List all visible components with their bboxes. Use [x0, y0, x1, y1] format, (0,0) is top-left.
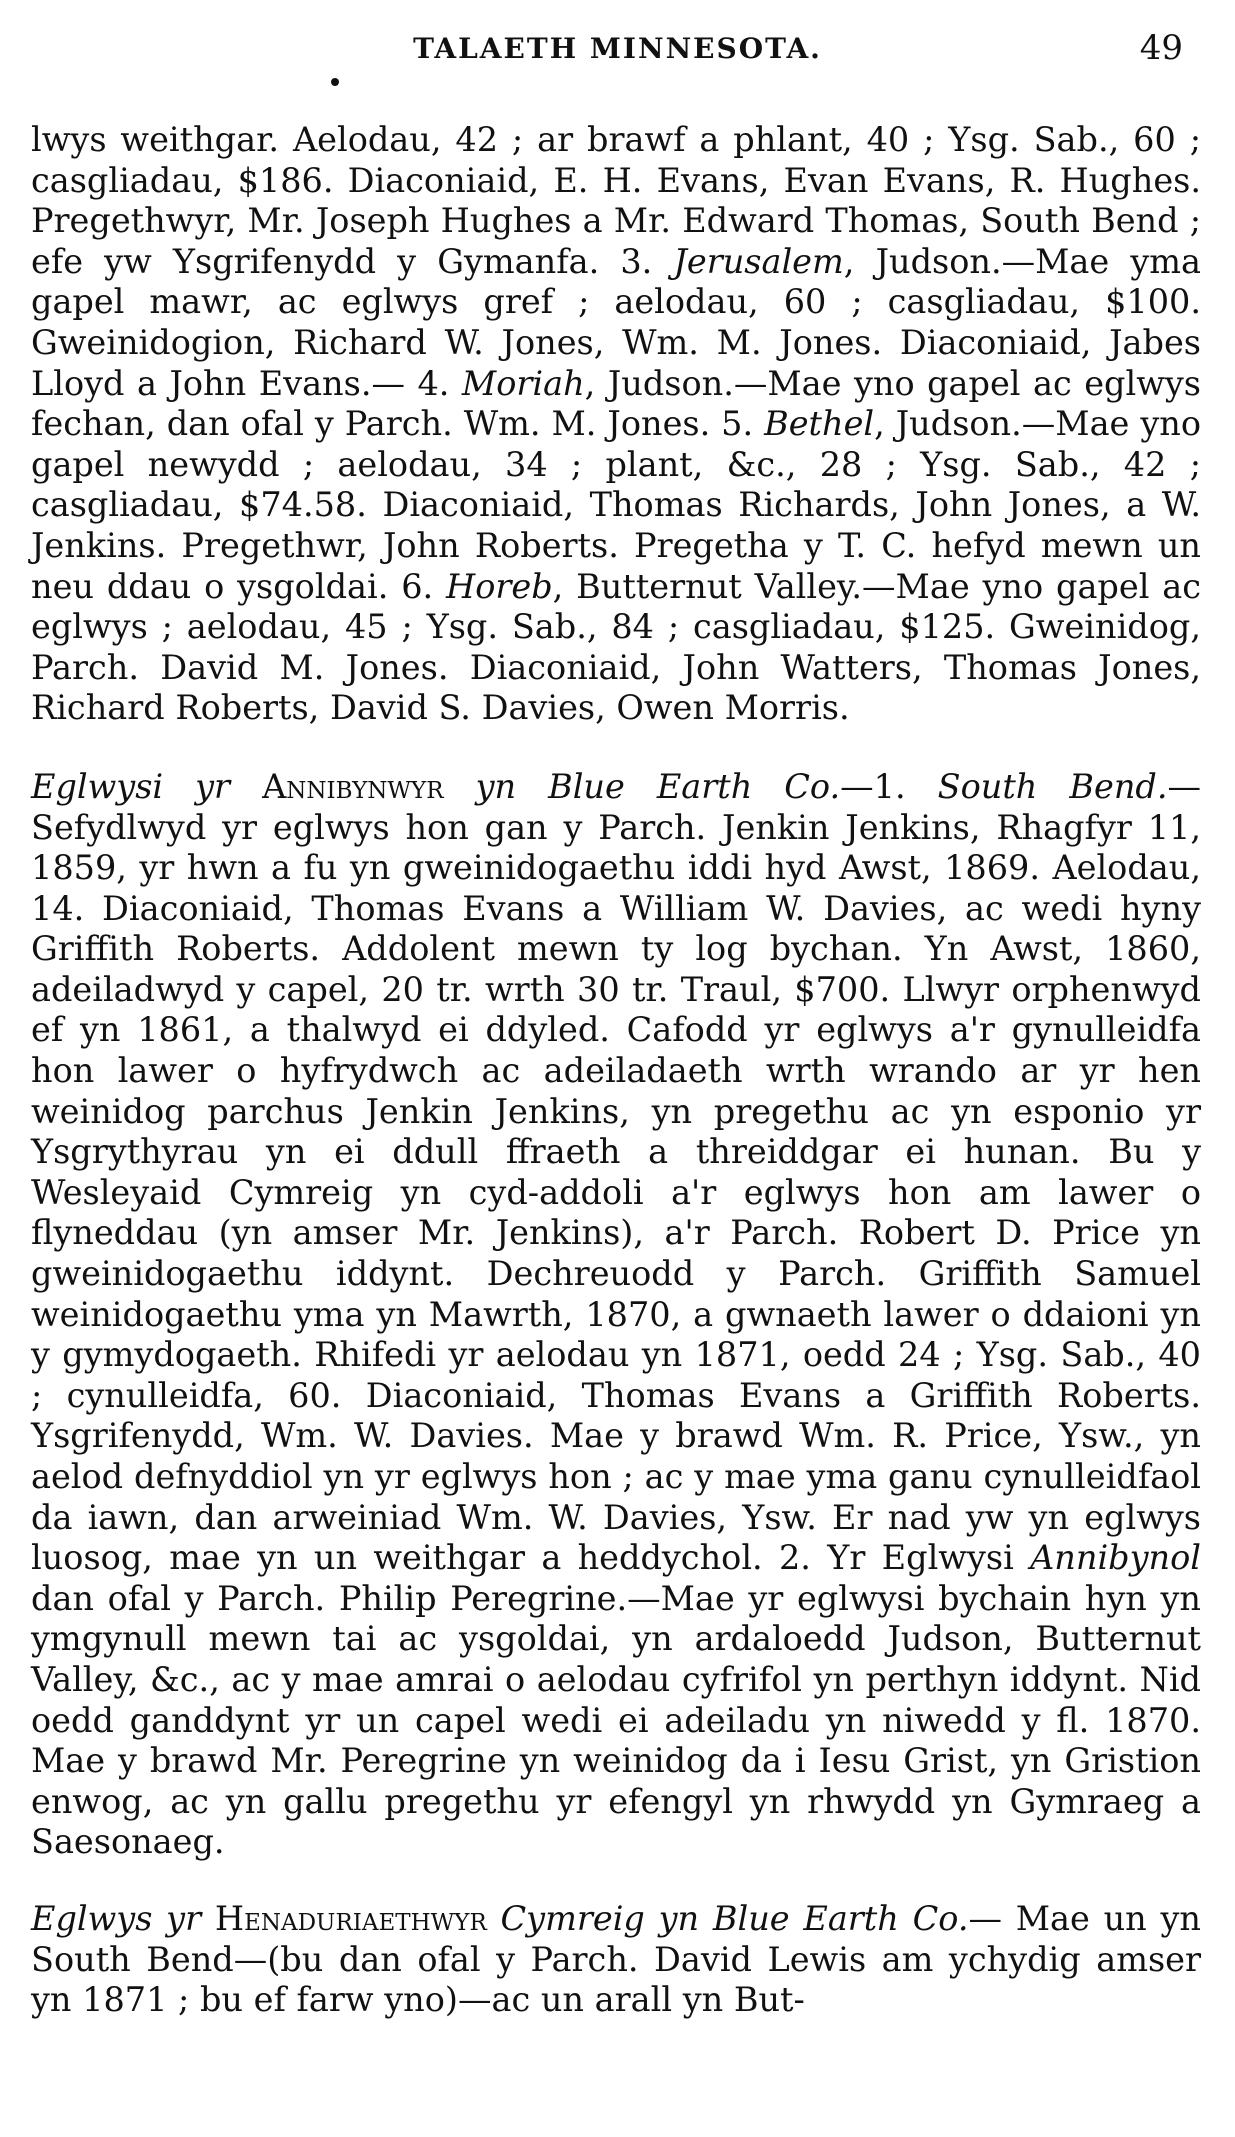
paragraph-gap [31, 1863, 1201, 1899]
italic-run: Horeb [446, 566, 553, 606]
text-run: lwys weithgar. Aelodau, 42 ; ar brawf a phlant, 40 ; Ysg. Sab., 60 ; casgliadau, $186. Diaconiaid, E. H. Evans, Evan Evans, R. Hughes. Pregethwyr, Mr. Joseph Hughes a Mr. Edward Thomas, South Bend ; efe yw Ysgrifenydd y Gymanfa. 3. [31, 120, 1201, 281]
text-run: dan ofal y Parch. Philip Peregrine.—Mae yr eglwysi bychain hyn yn ymgynull mewn tai ac ysgoldai, yn ardaloedd Judson, Butternut Valley, &c., ac y mae amrai o aelodau cyfrifol yn perthyn iddynt. Nid oedd ganddynt yr un capel wedi ei adeiladu yn niwedd y fl. 1870. Mae y brawd Mr. Peregrine yn weinidog da i Iesu Grist, yn Gristion enwog, ac yn gallu pregethu yr efengyl yn rhwydd yn Gymraeg a Saesonaeg. [31, 1578, 1201, 1862]
ink-speck [331, 78, 339, 86]
paragraph-2 [31, 767, 1201, 1863]
italic-run: Bethel [764, 404, 875, 444]
text-run: , Butternut Valley.—Mae yno gapel ac eglwys ; aelodau, 45 ; Ysg. Sab., 84 ; casgliadau, $125. Gweinidog, Parch. David M. Jones. Diaconiaid, John Watters, Thomas Jones, Richard Roberts, David S. Davies, Owen Morris. [31, 566, 1201, 728]
page-number: 49 [1139, 28, 1183, 68]
text-run: — Sefydlwyd yr eglwys hon gan y Parch. Jenkin Jenkins, Rhagfyr 11, 1859, yr hwn a fu yn gweinidogaethu iddi hyd Awst, 1869. Aelodau, 14. Diaconiaid, Thomas Evans a William W. Davies, ac wedi hyny Griffith Roberts. Addolent mewn ty log bychan. Yn Awst, 1860, adeiladwyd y capel, 20 tr. wrth 30 tr. Traul, $700. Llwyr orphenwyd ef yn 1861, a thalwyd ei ddyled. Cafodd yr eglwys a'r gynulleidfa hon lawer o hyfrydwch ac adeiladaeth wrth wrando ar yr hen weinidog parchus Jenkin Jenkins, yn pregethu ac yn esponio yr Ysgrythyrau yn ei ddull ffraeth a threiddgar ei hunan. Bu y Wesleyaid Cymreig yn cyd-addoli a'r eglwys hon am lawer o flyneddau (yn amser Mr. Jenkins), a'r Parch. Robert D. Price yn gweinidogaethu iddynt. Dechreuodd y Parch. Griffith Samuel weinidogaethu yma yn Mawrth, 1870, a gwnaeth lawer o ddaioni yn y gymydogaeth. Rhifedi yr aelodau yn 1871, oedd 24 ; Ysg. Sab., 40 ; cynulleidfa, 60. Diaconiaid, Thomas Evans a Griffith Roberts. Ysgrifenydd, Wm. W. Davies. Mae y brawd Wm. R. Price, Ysw., yn aelod defnyddiol yn yr eglwys hon ; ac y mae yma ganu cynulleidfaol da iawn, dan arweiniad Wm. W. Davies, Ysw. Er nad yw yn eglwys luosog, mae yn un weithgar a heddychol. 2. Yr Eglwysi [31, 766, 1201, 1578]
body-text [31, 120, 1201, 2021]
italic-run: Eglwysi yr [31, 766, 263, 806]
paragraph-gap [31, 729, 1201, 767]
paragraph-1 [31, 120, 1201, 729]
paragraph-3 [31, 1899, 1201, 2021]
text-run: —1. [840, 766, 938, 806]
text-run: , Judson.—Mae yno gapel newydd ; aelodau, 34 ; plant, &c., 28 ; Ysg. Sab., 42 ; casgliadau, $74.58. Diaconiaid, Thomas Richards, John Jones, a W. Jenkins. Pregethwr, John Roberts. Pregetha y T. C. hefyd mewn un neu ddau o ysgoldai. 6. [31, 404, 1201, 606]
italic-run: South Bend. [937, 766, 1168, 806]
italic-run: yn Blue Earth Co. [443, 766, 841, 806]
text-run: — Mae un yn South Bend—(bu dan ofal y Parch. David Lewis am ychydig amser yn 1871 ; bu ef farw yno)—ac un arall yn But- [31, 1898, 1201, 2020]
text-run: , Judson.—Mae yno gapel ac eglwys fechan, dan ofal y Parch. Wm. M. Jones. 5. [31, 363, 1201, 444]
text-run: , Judson.—Mae yma gapel mawr, ac eglwys gref ; aelodau, 60 ; casgliadau, $100. Gweinidogion, Richard W. Jones, Wm. M. Jones. Diaconiaid, Jabes Lloyd a John Evans.— 4. [31, 241, 1201, 403]
small-caps-run: Annibynwyr [262, 766, 444, 806]
italic-run: Cymreig yn Blue Earth Co. [486, 1898, 969, 1938]
italic-run: Jerusalem [673, 241, 844, 281]
small-caps-run: Henaduriaethwyr [214, 1898, 487, 1938]
italic-run: Annibynol [1030, 1538, 1201, 1578]
italic-run: Eglwys yr [31, 1898, 215, 1938]
running-title: TALAETH MINNESOTA. [413, 32, 822, 65]
page-header [30, 28, 1205, 72]
italic-run: Moriah [461, 363, 585, 403]
